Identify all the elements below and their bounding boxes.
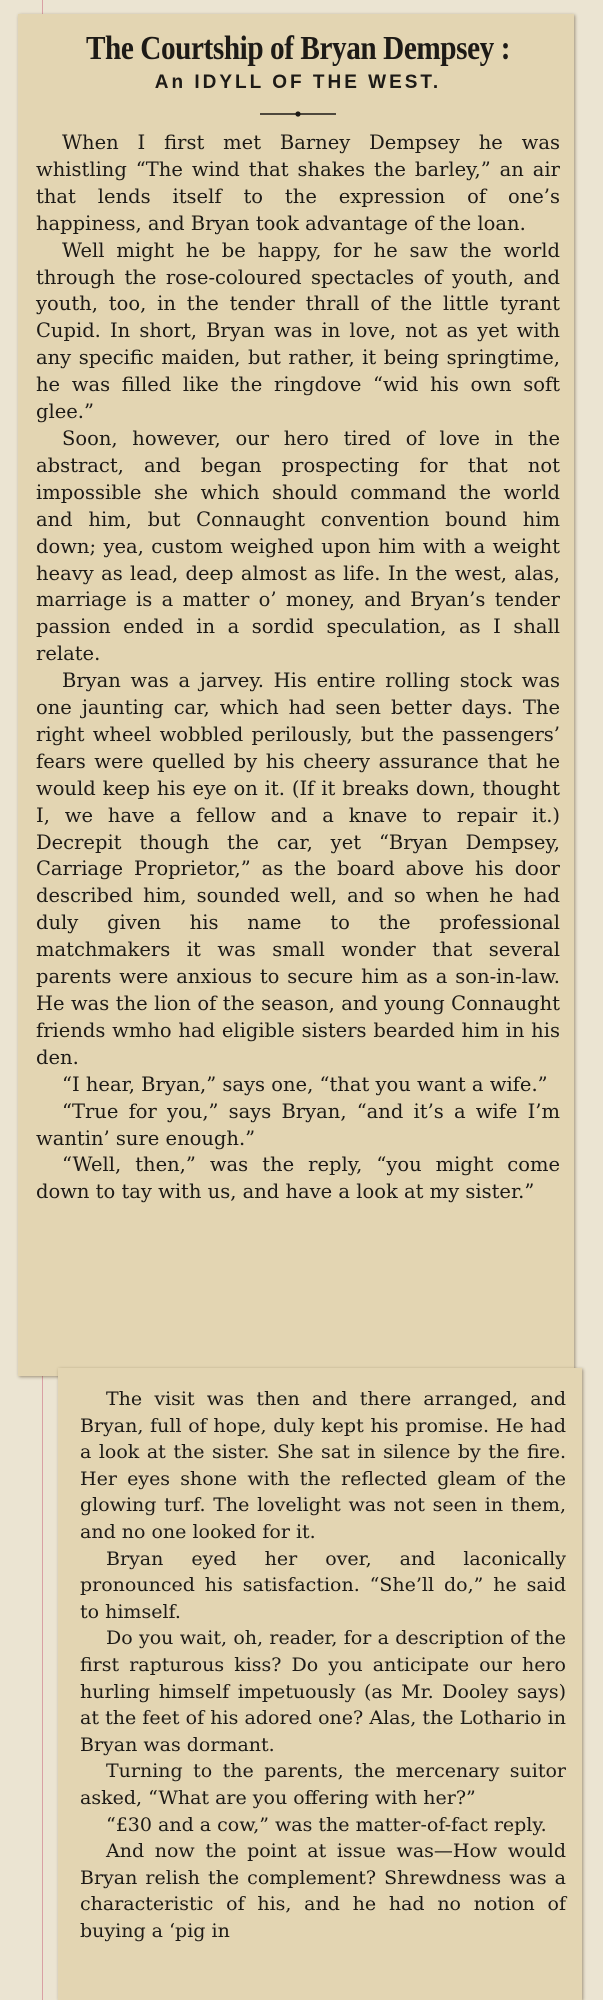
article-title: The Courtship of Bryan Dempsey : — [85, 30, 511, 67]
paragraph: Bryan eyed her over, and laconically pronounced his satisfaction. “She’ll do,” he said to himself. — [80, 1547, 566, 1623]
ornament-divider-icon — [258, 110, 338, 118]
paragraph: “I hear, Bryan,” says one, “that you want a wife.” — [62, 1072, 548, 1096]
paragraph: Soon, however, our hero tired of love in the abstract, and began prospecting for that not impossible she which should command the world and him, but Connaught convention bound him down; yea, custom weighed upon him with a weight heavy as lead, deep almost as life. In the west, alas, marriage is a matter o’ money, and Bryan’s tender passion ended in a sordid speculation, as I shall relate. — [36, 426, 560, 666]
paragraph: “True for you,” says Bryan, “and it’s a wife I’m wantin’ sure enough.” — [36, 1099, 560, 1150]
newspaper-clipping-lower — [58, 1368, 582, 2000]
newspaper-clipping-upper — [18, 14, 574, 1376]
paragraph: The visit was then and there arranged, and Bryan, full of hope, duly kept his promise. He had a look at the sister. She sat in silence by the fire. Her eyes shone with the reflected gleam of the glowing turf. The lovelight was not seen in them, and no one looked for it. — [80, 1388, 566, 1543]
paragraph: Well might he be happy, for he saw the world through the rose-coloured spectacles of youth, and youth, too, in the tender thrall of the little tyrant Cupid. In short, Bryan was in love, not as yet with any specific maiden, but rather, it being springtime, he was filled like the ringdove “wid his own soft glee.” — [36, 238, 560, 424]
paragraph: And now the point at issue was—How would Bryan relish the complement? Shrewdness was a characteristic of his, and he had no notion of buying a ‘pig in — [80, 1840, 566, 1942]
paragraph: Do you wait, oh, reader, for a description of the first rapturous kiss? Do you anticipate our hero hurling himself impetuously (as Mr. Dooley says) at the feet of his adored one? Alas, the Lothario in Bryan was dormant. — [80, 1627, 566, 1756]
paragraph: Turning to the parents, the mercenary suitor asked, “What are you offering with her?” — [80, 1760, 566, 1809]
paragraph: “£30 and a cow,” was the matter-of-fact reply. — [106, 1813, 547, 1836]
paragraph: Bryan was a jarvey. His entire rolling stock was one jaunting car, which had seen better days. The right wheel wobbled perilously, but the passengers’ fears were quelled by his cheery assurance that he would keep his eye on it. (If it breaks down, thought I, we have a fellow and a knave to repair it.) Decrepit though the car, yet “Bryan Dempsey, Carriage Proprietor,” as the board above his door described him, sounded well, and so when he had duly given his name to the professional matchmakers it was small wonder that several parents were anxious to secure him as a son-in-law. He was the lion of the season, and young Connaught friends wmho had eligible sisters bearded him in his den. — [36, 669, 560, 1069]
paragraph: “Well, then,” was the reply, “you might come down to tay with us, and have a look at my sister.” — [36, 1153, 560, 1204]
article-subtitle: An IDYLL OF THE WEST. — [154, 72, 442, 93]
paragraph: When I first met Barney Dempsey he was whistling “The wind that shakes the barley,” an air that lends itself to the expression of one’s happiness, and Bryan took advantage of the loan. — [36, 131, 560, 235]
